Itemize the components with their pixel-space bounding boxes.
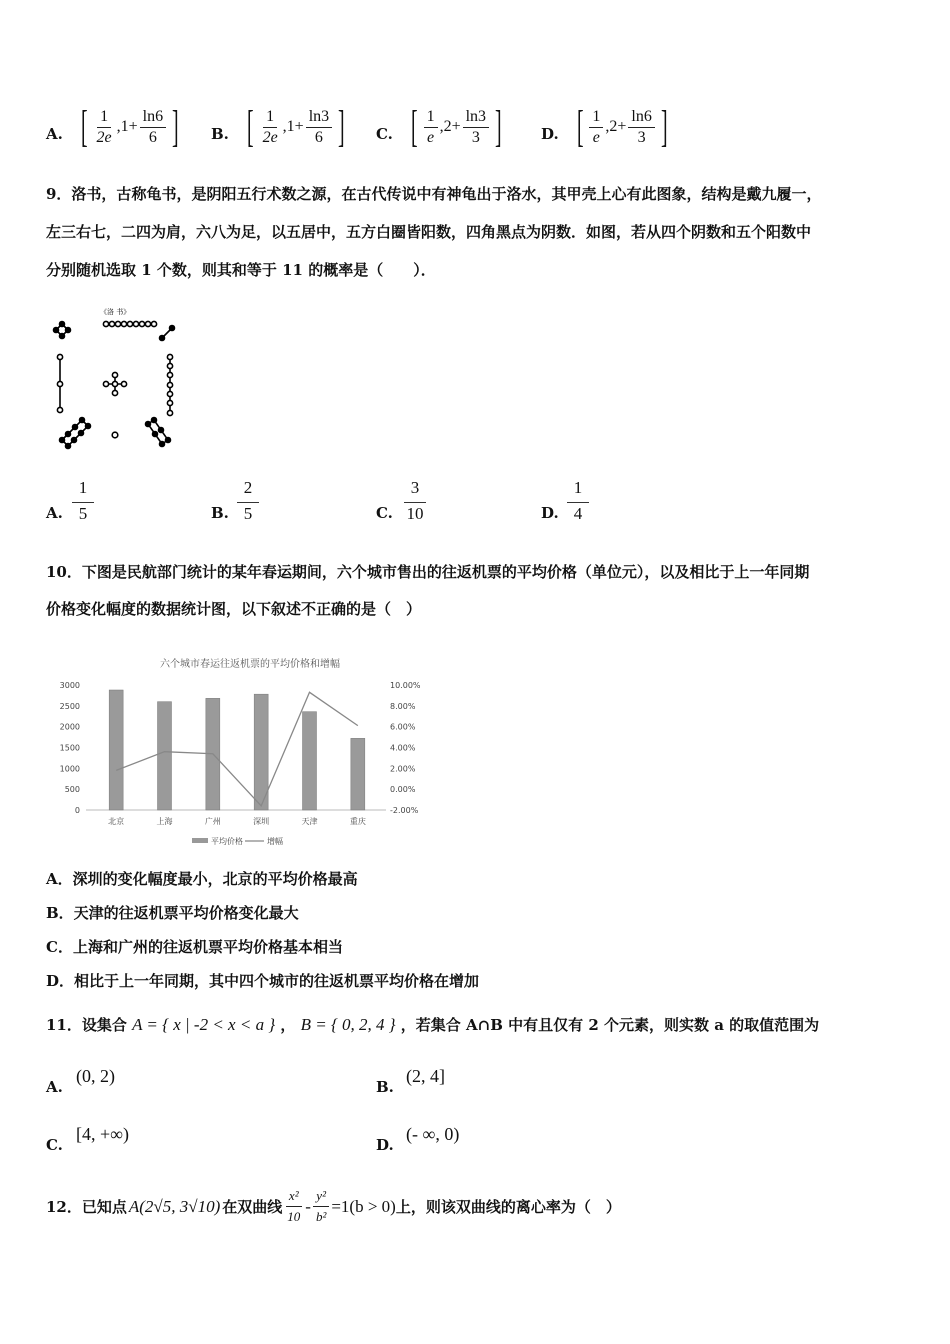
frac-bar xyxy=(237,502,259,503)
y-right-tick-label: 8.00% xyxy=(390,701,416,711)
option-label: B. xyxy=(211,125,229,143)
q11-set-b: B = { 0, 2, 4 } xyxy=(300,1015,396,1034)
frac-num: 1 xyxy=(573,478,583,497)
option-label: B. xyxy=(376,1078,394,1096)
frac-bar xyxy=(72,502,94,503)
right-fraction xyxy=(463,107,489,148)
growth-line xyxy=(116,692,358,806)
option-label: C. xyxy=(376,125,393,143)
interval-mid: ,2+ xyxy=(605,118,627,135)
luoshu-top-left-four xyxy=(54,322,71,339)
q12-eq: =1(b > 0) xyxy=(331,1196,396,1216)
luoshu-top-right-two xyxy=(160,326,175,341)
q11-text xyxy=(46,1014,819,1036)
y-right-tick-label: 10.00% xyxy=(390,681,421,690)
q11-suffix: ，若集合 A∩B 中有且仅有 2 个元素，则实数 a 的取值范围为 xyxy=(400,1016,820,1034)
q10-option-d[interactable]: D．相比于上一年同期，其中四个城市的往返机票平均价格在增加 xyxy=(46,972,480,990)
frac-den: 6 xyxy=(314,128,323,146)
q12-point: A(2√5, 3√10) xyxy=(128,1196,221,1216)
frac-num: 1 xyxy=(97,107,111,128)
q11-sep: ， xyxy=(280,1016,296,1034)
option-interval: (- ∞, 0) xyxy=(406,1124,460,1144)
left-bracket: [ xyxy=(80,102,88,151)
x-tick-label: 北京 xyxy=(108,817,125,826)
legend-bar-swatch xyxy=(192,838,208,843)
bar-深圳 xyxy=(254,694,268,810)
y-right-tick-label: -2.00% xyxy=(390,806,419,815)
frac-num: 1 xyxy=(263,107,277,128)
q11-prefix: 11．设集合 xyxy=(46,1016,127,1034)
frac-bar xyxy=(567,502,589,503)
frac-num: 3 xyxy=(410,478,420,497)
frac-num: ln3 xyxy=(306,107,332,128)
y-left-tick-label: 3000 xyxy=(59,681,80,690)
y-right-tick-label: 0.00% xyxy=(390,785,416,795)
frac-num: 1 xyxy=(589,107,603,128)
frac-den: 2e xyxy=(262,128,278,146)
interval-mid: ,2+ xyxy=(439,118,461,135)
y-right-tick-label: 4.00% xyxy=(390,743,416,753)
frac-num: 1 xyxy=(424,107,438,128)
q10-option-c[interactable]: C．上海和广州的往返机票平均价格基本相当 xyxy=(46,938,343,956)
q8-option-1[interactable] xyxy=(46,102,183,152)
y-left-tick-label: 2500 xyxy=(59,701,80,711)
left-bracket: [ xyxy=(410,102,418,151)
luoshu-caption: 《洛 书》 xyxy=(100,308,131,316)
y-left-tick-label: 2000 xyxy=(59,722,80,732)
q10-option-b[interactable]: B．天津的往返机票平均价格变化最大 xyxy=(46,904,299,922)
frac-den: 10 xyxy=(406,504,424,523)
right-bracket: ] xyxy=(338,102,345,151)
y-left-tick-label: 1000 xyxy=(59,764,80,774)
chart-legend xyxy=(192,836,283,846)
q12-suffix: 上，则该双曲线的离心率为（ ） xyxy=(395,1197,621,1216)
frac-den: 3 xyxy=(471,128,480,146)
right-bracket: ] xyxy=(172,102,179,151)
option-label: D. xyxy=(541,504,559,522)
q10-text-line2: 价格变化幅度的数据统计图，以下叙述不正确的是（ ） xyxy=(46,600,422,618)
left-bracket: [ xyxy=(576,102,584,151)
q12-y-num: y² xyxy=(313,1186,329,1207)
right-fraction xyxy=(306,107,332,148)
interval-mid: ,1+ xyxy=(116,118,138,135)
bar-上海 xyxy=(158,702,172,810)
x-tick-label: 深圳 xyxy=(253,817,270,826)
frac-num: ln3 xyxy=(463,107,489,128)
option-label: A. xyxy=(46,504,63,522)
option-label: D. xyxy=(541,125,559,143)
frac-den: 3 xyxy=(637,128,646,146)
option-label: B. xyxy=(211,504,229,522)
y-left-tick-label: 0 xyxy=(74,806,80,815)
option-label: C. xyxy=(376,504,393,522)
q12-x-den: 10 xyxy=(287,1209,301,1224)
left-fraction xyxy=(589,107,603,148)
option-interval: (0, 2) xyxy=(76,1066,115,1086)
luoshu-figure xyxy=(48,302,184,452)
x-tick-label: 天津 xyxy=(301,817,318,826)
q9-option-3[interactable] xyxy=(376,478,496,528)
frac-num: 1 xyxy=(78,478,88,497)
frac-num: ln6 xyxy=(628,107,654,128)
y-left-tick-label: 500 xyxy=(64,785,80,795)
q9-text-line1: 9．洛书，古称龟书，是阴阳五行术数之源，在古代传说中有神龟出于洛水，其甲壳上心有此图象，结构是戴九履一， xyxy=(46,185,822,203)
q11-set-a: A = { x | -2 < x < a } xyxy=(132,1015,276,1034)
bar-重庆 xyxy=(351,738,365,810)
q12-y-frac xyxy=(313,1186,329,1227)
q10-text-line1: 10．下图是民航部门统计的某年春运期间，六个城市售出的往返机票的平均价格（单位元），以及相比于上一年同期 xyxy=(46,563,810,581)
right-bracket: ] xyxy=(495,102,502,151)
bar-北京 xyxy=(109,690,123,810)
frac-den: 2e xyxy=(96,128,112,146)
q9-option-2[interactable] xyxy=(211,478,331,528)
right-bracket: ] xyxy=(660,102,668,151)
legend-bar-label: 平均价格 xyxy=(211,837,243,846)
frac-den: 5 xyxy=(243,504,253,523)
option-interval: [4, +∞) xyxy=(76,1124,129,1144)
q12-minus: - xyxy=(305,1196,311,1216)
frac-num: 2 xyxy=(243,478,253,497)
luoshu-right-seven xyxy=(167,354,172,415)
frac-den: 4 xyxy=(573,504,583,523)
q9-option-1[interactable] xyxy=(46,478,166,528)
frac-den: 5 xyxy=(78,504,88,523)
frac-bar xyxy=(404,502,426,503)
left-fraction xyxy=(94,107,115,148)
x-tick-label: 上海 xyxy=(156,817,173,826)
q12-x-frac xyxy=(284,1186,303,1227)
q8-option-2[interactable] xyxy=(211,102,349,152)
option-label: D. xyxy=(376,1136,394,1154)
q12-mid: 在双曲线 xyxy=(222,1197,283,1216)
luoshu-left-three xyxy=(57,354,62,412)
legend-line-label: 增幅 xyxy=(267,837,283,846)
q11-option-d[interactable] xyxy=(376,1124,576,1158)
y-right-tick-label: 2.00% xyxy=(390,764,416,774)
price-chart xyxy=(52,650,436,856)
right-fraction xyxy=(140,107,166,148)
luoshu-bottom-right-six xyxy=(146,418,171,447)
y-right-tick-label: 6.00% xyxy=(390,722,416,732)
q10-option-a[interactable]: A．深圳的变化幅度最小，北京的平均价格最高 xyxy=(46,870,358,888)
frac-num: ln6 xyxy=(140,107,166,128)
q11-option-a[interactable] xyxy=(46,1066,246,1100)
q12-x-num: x² xyxy=(286,1186,302,1207)
q9-text-line3: 分别随机选取 1 个数，则其和等于 11 的概率是（ ）． xyxy=(46,261,436,279)
option-interval: (2, 4] xyxy=(406,1066,445,1086)
option-label: A. xyxy=(46,1078,63,1096)
q11-option-b[interactable] xyxy=(376,1066,576,1100)
q12-text xyxy=(46,1186,621,1227)
q8-option-4[interactable] xyxy=(541,102,672,152)
chart-title: 六个城市春运往返机票的平均价格和增幅 xyxy=(160,659,340,670)
frac-den: e xyxy=(427,128,435,146)
left-fraction xyxy=(260,107,281,148)
option-label: A. xyxy=(46,125,63,143)
luoshu-bottom-one xyxy=(112,432,118,438)
luoshu-bottom-left-eight xyxy=(60,418,91,449)
q11-option-c[interactable] xyxy=(46,1124,246,1158)
q12-y-den: b² xyxy=(315,1209,327,1224)
left-fraction xyxy=(424,107,438,148)
option-label: C. xyxy=(46,1136,63,1154)
q9-text-line2: 左三右七，二四为肩，六八为足，以五居中，五方白圈皆阳数，四角黑点为阴数．如图，若从四个阴数和五个阳数中 xyxy=(46,223,812,241)
x-tick-label: 重庆 xyxy=(349,817,366,826)
frac-den: 6 xyxy=(148,128,157,146)
left-bracket: [ xyxy=(246,102,254,151)
q9-option-4[interactable] xyxy=(541,478,661,528)
luoshu-top-nine xyxy=(103,321,156,326)
q12-prefix: 12．已知点 xyxy=(46,1197,127,1216)
frac-den: e xyxy=(592,128,600,146)
bar-天津 xyxy=(303,712,317,810)
y-left-tick-label: 1500 xyxy=(59,743,80,753)
x-tick-label: 广州 xyxy=(204,817,221,826)
interval-mid: ,1+ xyxy=(282,118,304,135)
q8-option-3[interactable] xyxy=(376,102,506,152)
luoshu-center-five xyxy=(103,372,126,395)
right-fraction xyxy=(628,107,654,148)
